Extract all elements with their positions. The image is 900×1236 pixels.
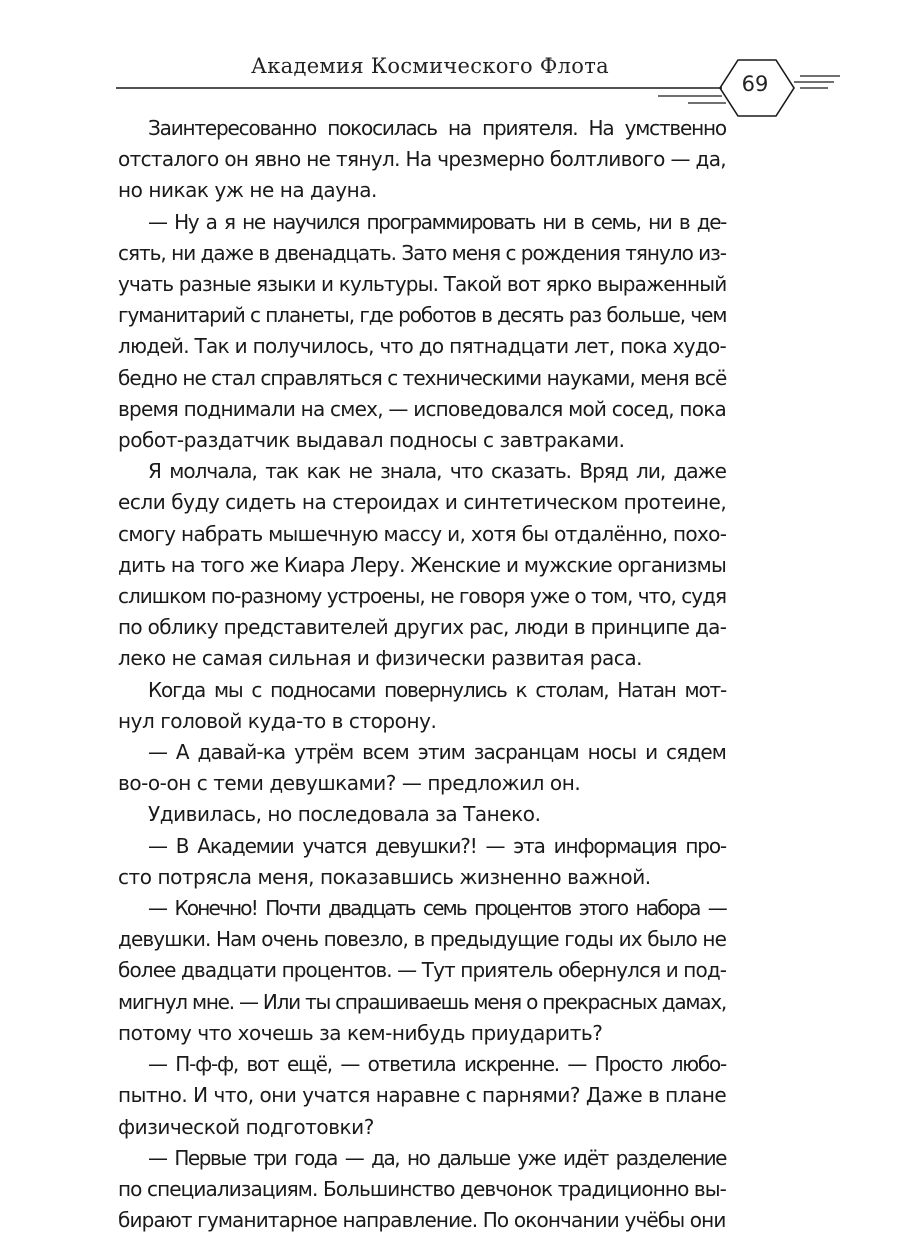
text-line: во-о-он с теми девушками? — предложил он. <box>118 771 581 796</box>
text-line: мигнул мне. — Или ты спрашиваешь меня о прекрасных дамах, <box>118 989 726 1014</box>
text-line: по специализациям. Большинство девчонок традиционно вы- <box>118 1176 726 1201</box>
text-line: пытно. И что, они учатся наравне с парнями? Даже в плане <box>118 1083 727 1108</box>
text-line: Я молчала, так как не знала, что сказать. Вряд ли, даже <box>148 459 726 484</box>
text-line: — А давай-ка утрём всем этим засранцам носы и сядем <box>148 740 726 765</box>
paragraph <box>118 737 726 799</box>
text-line: если буду сидеть на стероидах и синтетическом протеине, <box>118 490 727 515</box>
text-line: более двадцати процентов. — Тут приятель обернулся и под- <box>118 958 727 983</box>
running-title: Академия Космического Флота <box>251 54 609 78</box>
text-line: леко не самая сильная и физически развитая раса. <box>118 646 643 671</box>
paragraph <box>118 799 726 830</box>
text-line: время поднимали на смех, — исповедовался мой сосед, пока <box>118 396 726 421</box>
paragraph <box>118 456 726 674</box>
paragraph <box>118 893 726 1049</box>
text-line: — В Академии учатся девушки?! — эта информация про- <box>148 833 726 858</box>
paragraph <box>118 1143 726 1236</box>
text-line: но никак уж не на дауна. <box>118 178 377 203</box>
text-line: потому что хочешь за кем-нибудь приударить? <box>118 1020 603 1045</box>
text-line: бедно не стал справляться с техническими науками, меня всё <box>118 365 727 390</box>
text-line: бирают гуманитарное направление. По окончании учёбы они <box>118 1208 726 1233</box>
body-text <box>118 113 726 1236</box>
text-line: по облику представителей других рас, люди в принципе да- <box>118 615 727 640</box>
text-line: сять, ни даже в двенадцать. Зато меня с рождения тянуло из- <box>118 240 726 265</box>
text-line: слишком по-разному устроены, не говоря уже о том, что, судя <box>118 584 726 609</box>
text-line: Когда мы с подносами повернулись к столам, Натан мот- <box>148 677 726 702</box>
text-line: дить на того же Киара Леру. Женские и мужские организмы <box>118 552 726 577</box>
paragraph <box>118 831 726 893</box>
text-line: Удивилась, но последовала за Танеко. <box>148 802 541 827</box>
paragraph <box>118 1049 726 1143</box>
text-line: девушки. Нам очень повезло, в предыдущие годы их было не <box>118 927 726 952</box>
text-line: робот-раздатчик выдавал подносы с завтраками. <box>118 428 625 453</box>
text-line: нул головой куда-то в сторону. <box>118 708 437 733</box>
text-line: физической подготовки? <box>118 1114 374 1139</box>
paragraph <box>118 207 726 457</box>
page-header <box>0 0 900 130</box>
text-line: — П-ф-ф, вот ещё, — ответила искренне. — Просто любо- <box>148 1052 726 1077</box>
text-line: — Ну а я не научился программировать ни в семь, ни в де- <box>148 209 726 234</box>
text-line: людей. Так и получилось, что до пятнадцати лет, пока худо- <box>118 334 726 359</box>
text-line: учать разные языки и культуры. Такой вот ярко выраженный <box>118 272 727 297</box>
text-line: — Конечно! Почти двадцать семь процентов этого набора — <box>148 896 726 921</box>
text-line: отсталого он явно не тянул. На чрезмерно болтливого — да, <box>118 147 726 172</box>
paragraph <box>118 675 726 737</box>
paragraph <box>118 113 726 207</box>
text-line: — Первые три года — да, но дальше уже идёт разделение <box>148 1145 726 1170</box>
text-line: гуманитарий с планеты, где роботов в десять раз больше, чем <box>118 303 727 328</box>
page-number: 69 <box>741 72 769 96</box>
text-line: смогу набрать мышечную массу и, хотя бы отдалённо, похо- <box>118 521 727 546</box>
text-line: Заинтересованно покосилась на приятеля. На умственно <box>148 116 726 140</box>
text-line: сто потрясла меня, показавшись жизненно важной. <box>118 864 651 889</box>
